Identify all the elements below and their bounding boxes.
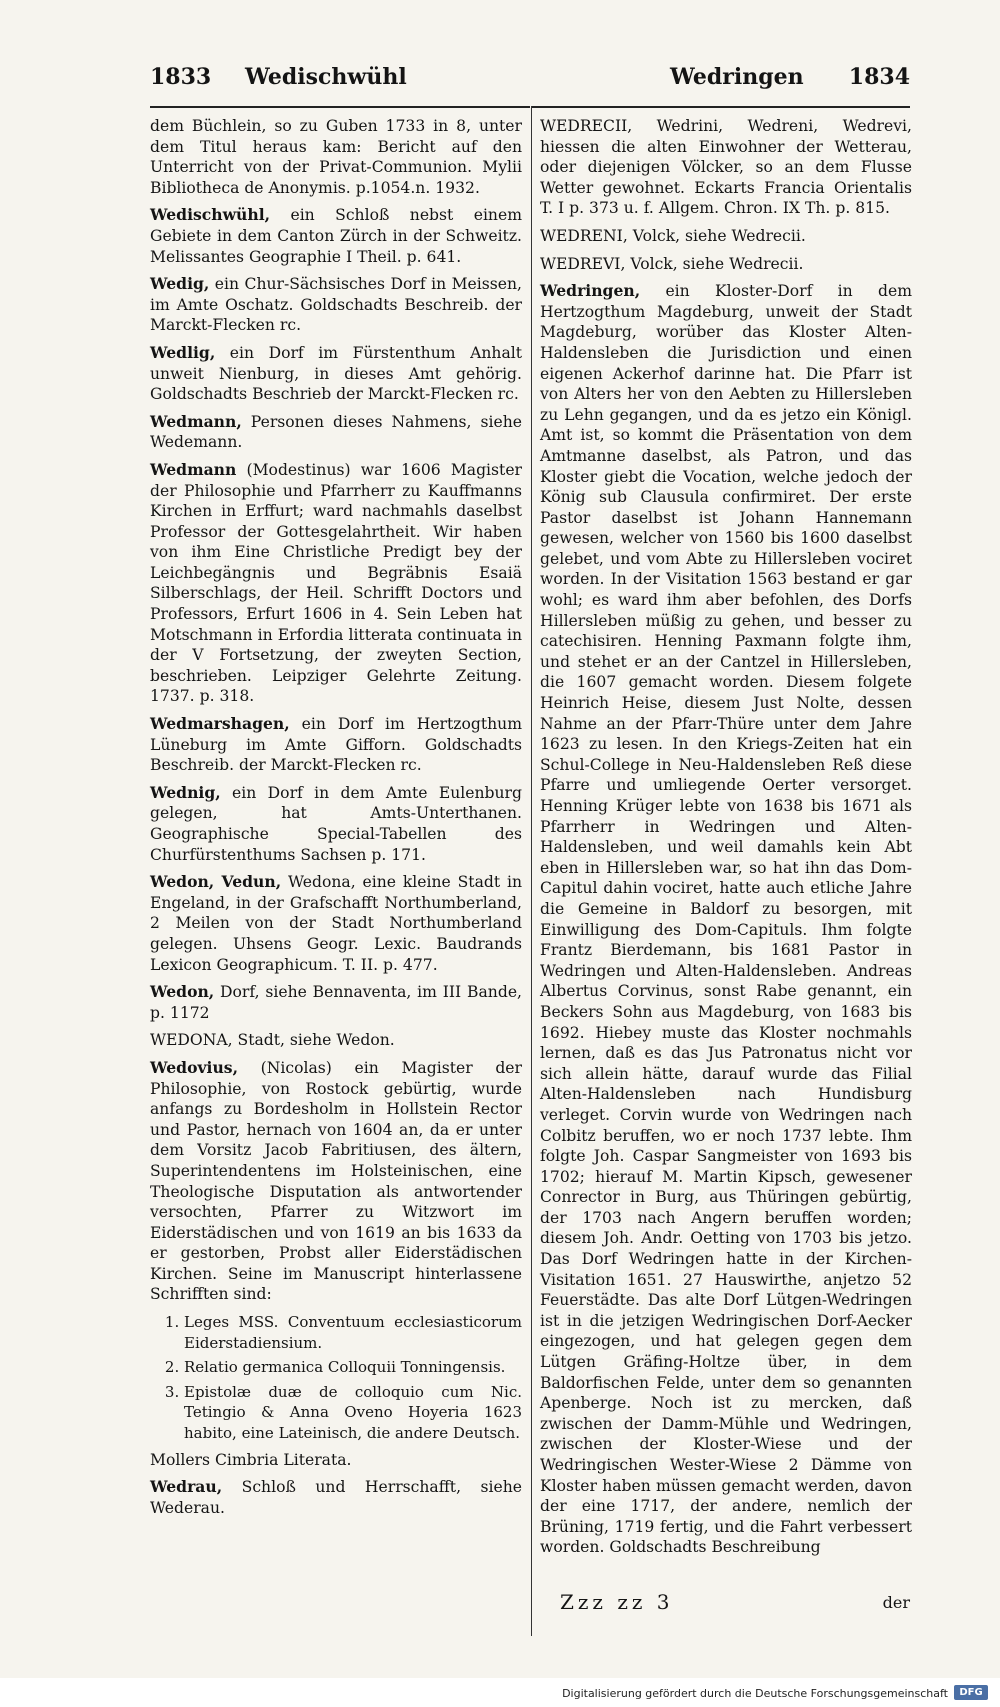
entry-text: Wedona, eine kleine Stadt in Engeland, in der Grafschafft Northumberland, 2 Meilen von der Stadt Northumberland gelegen. Uhsens Geogr. Lexic. Baudrands Lexicon Geographicum. T. II. p. 477. <box>150 873 522 974</box>
entry-text: WEDREVI, Volck, siehe Wedrecii. <box>540 254 804 273</box>
entry-paragraph <box>150 783 522 865</box>
entry-paragraph <box>150 982 522 1023</box>
right-column <box>540 116 912 1565</box>
entry-headword: Wedon, Vedun, <box>150 872 282 892</box>
entry-headword: Wedringen, <box>540 281 641 301</box>
entry-headword: Wedig, <box>150 274 210 294</box>
entry-headword: Wedrau, <box>150 1477 223 1497</box>
entry-paragraph <box>150 205 522 267</box>
entry-headword: Wedmann <box>150 459 237 479</box>
entry-headword: Wedon, <box>150 982 215 1002</box>
manuscript-list <box>150 1312 522 1444</box>
entry-paragraph <box>150 714 522 776</box>
entry-text: ein Kloster-Dorf in dem Hertzogthum Magdeburg, unweit der Stadt Magdeburg, worüber das Kloster Alten-Haldensleben die Jurisdiction und einen eigenen Ackerhof darinne hat. Die Pfarr ist von Alters her von den Aebten zu Hillersleben zu Lehn gegangen, und da es jetzo ein Königl. Amt ist, so kommt die Präsentation von dem Amtmanne daselbst, als Patron, und das Kloster giebt die Vocation, welche jedoch der König sub Clausula confirmiret. Der erste Pastor daselbst ist Johann Hannemann gewesen, welcher von 1560 bis 1600 daselbst gelebet, und vom Abte zu Hillersleben vociret worden. In der Visitation 1563 bestand er gar wohl; es ward ihm aber befohlen, des Dorfs Hillersleben müßig zu gehen, und besser zu catechisiren. Henning Paxmann folgte ihm, und stehet er an der Cantzel in Hillersleben, die 1607 gemacht worden. Diesem folgete Heinrich Heise, diesem Just Nolte, dessen Nahme an der Pfarr-Thüre unter dem Jahre 1623 zu lesen. In den Kriegs-Zeiten hat ein Schul-College in Neu-Haldensleben Reß diese Pfarre und umliegende Oerter versorget. Henning Krüger lebte von 1638 bis 1671 als Pfarrherr in Wedringen und Alten-Haldensleben, und weil damahls kein Abt eben in Hillersleben war, so hat ihn das Dom-Capitul dahin vociret, hatte auch etliche Jahre die Gemeine in Baldorf zu besorgen, mit Einwilligung des Dom-Capituls. Ihm folgte Frantz Bierdemann, bis 1681 Pastor in Wedringen und Alten-Haldensleben. Andreas Albertus Corvinus, sonst Rabe genannt, ein Beckers Sohn aus Magdeburg, von 1683 bis 1692. Hiebey muste das Kloster nochmahls lernen, daß es das Jus Patronatus nicht vor sich allein hätte, darauf wurde das Filial Alten-Haldensleben nach Hundisburg verleget. Corvin wurde von Wedringen nach Colbitz beruffen, wo er noch 1737 lebte. Ihm folgte Joh. Caspar Sangmeister von 1693 bis 1702; hierauf M. Martin Kipsch, gewesener Conrector in Burg, aus Thüringen gebürtig, der 1703 nach Angern beruffen worden; diesem Joh. Andr. Oetting von 1703 bis jetzo. Das Dorf Wedringen hatte in der Kirchen-Visitation 1651. 27 Hauswirthe, anjetzo 52 Feuerstädte. Das alte Dorf Lütgen-Wedringen ist in die jetzigen Wedringischen Dorf-Aecker eingezogen, und hat gelegen gegen dem Lütgen Gräfing-Holtze über, in dem Baldorfischen Felde, unter dem so genannten Apenberge. Noch ist zu mercken, daß zwischen der Damm-Mühle und Wedringen, zwischen der Kloster-Wiese und der Wedringischen Wester-Wiese 2 Dämme von Kloster haben müssen gemacht werden, davon der eine 1717, der andere, nemlich der Brüning, 1719 fertig, und die Fahrt verbessert worden. Goldschadts Beschreibung <box>540 282 912 1557</box>
page-header <box>150 64 910 104</box>
entry-text: ein Schloß nebst einem Gebiete in dem Canton Zürch in der Schweitz. Melissantes Geographie I Theil. p. 641. <box>150 206 522 266</box>
entry-paragraph <box>540 226 912 247</box>
entry-paragraph <box>150 412 522 453</box>
entry-headword: Wedlig, <box>150 342 216 362</box>
entry-paragraph <box>150 274 522 336</box>
entry-paragraph <box>540 281 912 1558</box>
entry-paragraph <box>150 343 522 405</box>
entry-headword: Wedmann, <box>150 411 242 431</box>
entry-paragraph <box>150 1058 522 1305</box>
left-column <box>150 116 522 1525</box>
running-head-right: Wedringen <box>670 64 804 90</box>
entry-text: ein Dorf im Hertzogthum Lüneburg im Amte Gifforn. Goldschadts Beschreib. der Marckt-Flecken rc. <box>150 715 522 775</box>
entry-paragraph <box>150 116 522 198</box>
entry-paragraph <box>540 254 912 275</box>
entry-text: Dorf, siehe Bennaventa, im III Bande, p. 1172 <box>150 983 522 1022</box>
dfg-logo-icon: DFG <box>954 1685 988 1700</box>
entry-text: ein Chur-Sächsisches Dorf in Meissen, im Amte Oschatz. Goldschadts Beschreib. der Marckt-Flecken rc. <box>150 275 522 335</box>
running-head-left: Wedischwühl <box>245 64 407 90</box>
entry-text: WEDONA, Stadt, siehe Wedon. <box>150 1031 395 1050</box>
entry-headword: Wednig, <box>150 782 221 802</box>
entry-text: WEDRECII, Wedrini, Wedreni, Wedrevi, hiessen die alten Einwohner der Wetterau, oder diejenigen Völcker, so an dem Flusse Wetter gewohnet. Eckarts Francia Orientalis T. I p. 373 u. f. Allgem. Chron. IX Th. p. 815. <box>540 117 912 218</box>
entry-text: Schloß und Herrschafft, siehe Wederau. <box>150 1478 522 1517</box>
page-number-right: 1834 <box>848 64 910 90</box>
entry-paragraph <box>150 872 522 975</box>
column-divider <box>531 106 532 1636</box>
catchword: der <box>882 1593 910 1612</box>
entry-headword: Wedmarshagen, <box>150 714 290 734</box>
footer-credit: Digitalisierung gefördert durch die Deutsche Forschungsgemeinschaft <box>562 1687 948 1700</box>
page-number-left: 1833 <box>150 64 212 90</box>
entry-paragraph <box>540 116 912 219</box>
entry-text: (Modestinus) war 1606 Magister der Philosophie und Pfarrherr zu Kauffmanns Kirchen in Erffurt; ward nachmahls daselbst Professor der Gottesgelahrtheit. Wir haben von ihm Eine Christliche Predigt bey der Leichbegängnis und Begräbnis Esaiä Silberschlags, der Heil. Schrifft Doctors und Professors, Erfurt 1606 in 4. Sein Leben hat Motschmann in Erfordia litterata continuata in der V Fortsetzung, der zweyten Section, beschrieben. Leipziger Gelehrte Zeitung. 1737. p. 318. <box>150 460 522 706</box>
list-item: 1. Leges MSS. Conventuum ecclesiasticorum Eiderstadiensium. <box>184 1312 522 1353</box>
signature-mark: Zzz zz 3 <box>560 1590 674 1614</box>
entry-text: Personen dieses Nahmens, siehe Wedemann. <box>150 412 522 452</box>
header-rule-right <box>532 106 910 108</box>
entry-text: Mollers Cimbria Literata. <box>150 1450 352 1469</box>
entry-paragraph <box>150 1030 522 1051</box>
entry-text: (Nicolas) ein Magister der Philosophie, von Rostock gebürtig, wurde anfangs zu Bordesholm in Hollstein Rector und Pastor, hernach von 1604 an, da er unter dem Vorsitz Jacob Fabritiusen, des ältern, Superintendentens im Holsteinischen, eine Theologische Disputation als antwortender versochten, Pfarrer zu Witzwort im Eiderstädischen und von 1619 an bis 1633 da er gestorben, Probst aller Eiderstädischen Kirchen. Seine im Manuscript hinterlassene Schrifften sind: <box>150 1058 522 1304</box>
footer-bar <box>0 1678 1000 1707</box>
entry-paragraph <box>150 460 522 707</box>
entry-headword: Wedischwühl, <box>150 205 271 225</box>
list-item: 3. Epistolæ duæ de colloquio cum Nic. Tetingio & Anna Oveno Hoyeria 1623 habito, eine Lateinisch, die andere Deutsch. <box>184 1382 522 1444</box>
entry-text: dem Büchlein, so zu Guben 1733 in 8, unter dem Titul heraus kam: Bericht auf den Unterricht von der Privat-Communion. Mylii Bibliotheca de Anonymis. p.1054.n. 1932. <box>150 117 522 197</box>
entry-text: ein Dorf in dem Amte Eulenburg gelegen, hat Amts-Unterthanen. Geographische Special-Tabellen des Churfürstenthums Sachsen p. 171. <box>150 783 522 864</box>
entry-paragraph <box>150 1450 522 1471</box>
header-rule-left <box>150 106 530 108</box>
entry-paragraph <box>150 1477 522 1518</box>
entry-text: ein Dorf im Fürstenthum Anhalt unweit Nienburg, in dieses Amt gehörig. Goldschadts Beschrieb der Marckt-Flecken rc. <box>150 343 522 404</box>
entry-text: WEDRENI, Volck, siehe Wedrecii. <box>540 226 806 245</box>
list-item: 2. Relatio germanica Colloquii Tonningensis. <box>184 1357 522 1378</box>
entry-headword: Wedovius, <box>150 1057 238 1077</box>
